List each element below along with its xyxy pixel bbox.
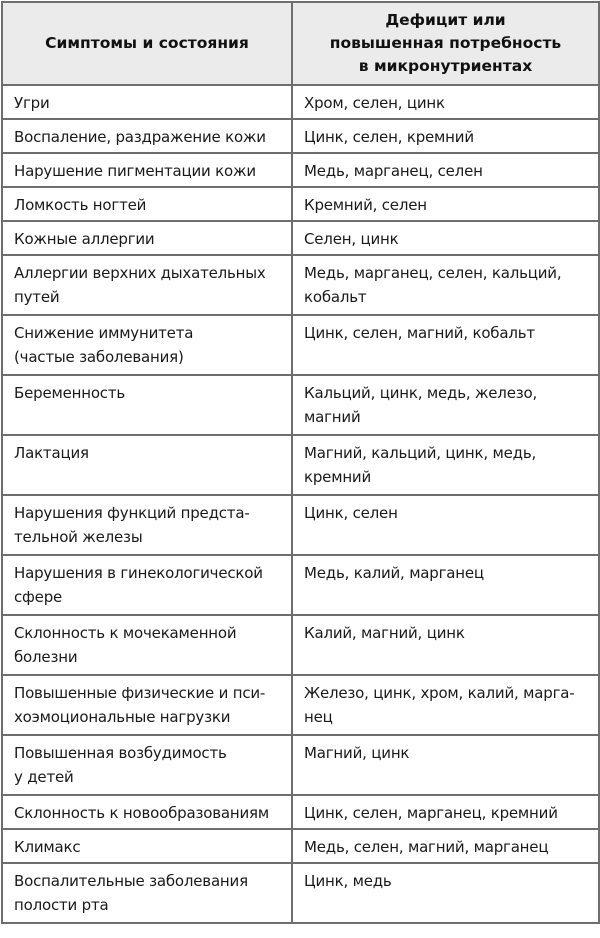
- nutrients-cell-line: Цинк, селен, магний, кобальт: [304, 324, 535, 342]
- nutrients-cell-line: кобальт: [304, 288, 367, 306]
- nutrients-cell-line: Цинк, селен: [304, 504, 398, 522]
- nutrients-cell: [292, 119, 599, 153]
- table-row: [2, 315, 599, 375]
- nutrients-cell-line: Калий, магний, цинк: [304, 624, 465, 642]
- symptom-cell: [2, 495, 292, 555]
- symptom-cell-line: Воспалительные заболевания: [14, 872, 248, 890]
- table-row: [2, 795, 599, 829]
- symptom-cell: [2, 435, 292, 495]
- nutrients-cell: [292, 795, 599, 829]
- nutrients-cell: [292, 187, 599, 221]
- header-line: Симптомы и состояния: [45, 34, 249, 52]
- symptom-cell-line: Повышенные физические и пси-: [14, 684, 266, 702]
- nutrients-cell-line: Медь, калий, марганец: [304, 564, 484, 582]
- symptom-cell: [2, 153, 292, 187]
- symptom-cell: [2, 615, 292, 675]
- table-row: [2, 735, 599, 795]
- symptom-cell: [2, 119, 292, 153]
- symptom-cell-line: Склонность к новообразованиям: [14, 804, 269, 822]
- table-header-row: [2, 2, 599, 85]
- nutrients-cell: [292, 153, 599, 187]
- nutrients-cell: [292, 435, 599, 495]
- nutrients-cell-line: магний: [304, 408, 361, 426]
- symptom-cell: [2, 85, 292, 119]
- nutrients-cell: [292, 555, 599, 615]
- symptom-cell-line: Аллергии верхних дыхательных: [14, 264, 266, 282]
- header-symptoms: [2, 2, 292, 85]
- nutrients-cell: [292, 221, 599, 255]
- nutrients-cell: [292, 829, 599, 863]
- nutrients-cell: [292, 375, 599, 435]
- symptom-cell: [2, 315, 292, 375]
- symptom-cell: [2, 829, 292, 863]
- table-row: [2, 255, 599, 315]
- nutrients-cell-line: Железо, цинк, хром, калий, марга-: [304, 684, 575, 702]
- table-row: [2, 829, 599, 863]
- header-nutrients: [292, 2, 599, 85]
- symptom-cell: [2, 735, 292, 795]
- symptom-cell: [2, 863, 292, 923]
- symptom-cell-line: сфере: [14, 588, 63, 606]
- symptom-cell-line: Беременность: [14, 384, 126, 402]
- nutrients-cell-line: Цинк, селен, марганец, кремний: [304, 804, 558, 822]
- nutrients-cell-line: Магний, кальций, цинк, медь,: [304, 444, 537, 462]
- nutrients-cell: [292, 675, 599, 735]
- nutrients-cell: [292, 255, 599, 315]
- table-row: [2, 863, 599, 923]
- header-line: в микронутриентах: [358, 57, 533, 75]
- nutrients-cell-line: Кальций, цинк, медь, железо,: [304, 384, 538, 402]
- table-row: [2, 555, 599, 615]
- nutrients-cell-line: Цинк, селен, кремний: [304, 128, 474, 146]
- nutrients-cell: [292, 863, 599, 923]
- symptom-cell-line: Нарушение пигментации кожи: [14, 162, 256, 180]
- symptom-cell-line: полости рта: [14, 896, 109, 914]
- symptom-cell-line: хоэмоциональные нагрузки: [14, 708, 231, 726]
- symptom-cell: [2, 255, 292, 315]
- symptom-cell: [2, 555, 292, 615]
- nutrients-cell-line: Медь, селен, магний, марганец: [304, 838, 549, 856]
- nutrients-cell-line: Медь, марганец, селен: [304, 162, 483, 180]
- symptom-cell-line: Климакс: [14, 838, 81, 856]
- header-line: Дефицит или: [385, 11, 506, 29]
- nutrients-cell: [292, 85, 599, 119]
- table-row: [2, 85, 599, 119]
- symptom-cell-line: Нарушения в гинекологической: [14, 564, 263, 582]
- table-row: [2, 221, 599, 255]
- symptom-cell-line: Воспаление, раздражение кожи: [14, 128, 266, 146]
- nutrients-cell-line: Кремний, селен: [304, 196, 427, 214]
- symptom-cell: [2, 675, 292, 735]
- symptom-cell: [2, 221, 292, 255]
- symptom-cell-line: (частые заболевания): [14, 348, 184, 366]
- table-row: [2, 187, 599, 221]
- nutrients-cell: [292, 615, 599, 675]
- table-row: [2, 375, 599, 435]
- header-line: повышенная потребность: [329, 34, 562, 52]
- table-row: [2, 495, 599, 555]
- nutrients-cell: [292, 315, 599, 375]
- nutrients-cell: [292, 735, 599, 795]
- symptom-cell-line: путей: [14, 288, 60, 306]
- nutrients-cell-line: Цинк, медь: [304, 872, 392, 890]
- symptom-cell-line: болезни: [14, 648, 78, 666]
- nutrients-cell-line: Хром, селен, цинк: [304, 94, 445, 112]
- micronutrient-table-container: [1, 1, 598, 924]
- table-row: [2, 119, 599, 153]
- symptom-cell-line: у детей: [14, 768, 74, 786]
- symptom-cell-line: Ломкость ногтей: [14, 196, 147, 214]
- nutrients-cell-line: Селен, цинк: [304, 230, 399, 248]
- nutrients-cell-line: кремний: [304, 468, 372, 486]
- symptom-cell-line: Нарушения функций предста-: [14, 504, 250, 522]
- symptom-cell: [2, 795, 292, 829]
- symptom-cell-line: Кожные аллергии: [14, 230, 155, 248]
- symptom-cell: [2, 375, 292, 435]
- nutrients-cell-line: нец: [304, 708, 333, 726]
- table-row: [2, 675, 599, 735]
- table-row: [2, 153, 599, 187]
- symptom-cell-line: Склонность к мочекаменной: [14, 624, 237, 642]
- table-row: [2, 615, 599, 675]
- symptom-cell-line: Угри: [14, 94, 50, 112]
- symptom-cell-line: Снижение иммунитета: [14, 324, 194, 342]
- nutrients-cell-line: Магний, цинк: [304, 744, 410, 762]
- symptom-cell: [2, 187, 292, 221]
- micronutrient-table: [1, 1, 600, 924]
- symptom-cell-line: тельной железы: [14, 528, 143, 546]
- nutrients-cell: [292, 495, 599, 555]
- symptom-cell-line: Лактация: [14, 444, 89, 462]
- table-row: [2, 435, 599, 495]
- symptom-cell-line: Повышенная возбудимость: [14, 744, 227, 762]
- nutrients-cell-line: Медь, марганец, селен, кальций,: [304, 264, 562, 282]
